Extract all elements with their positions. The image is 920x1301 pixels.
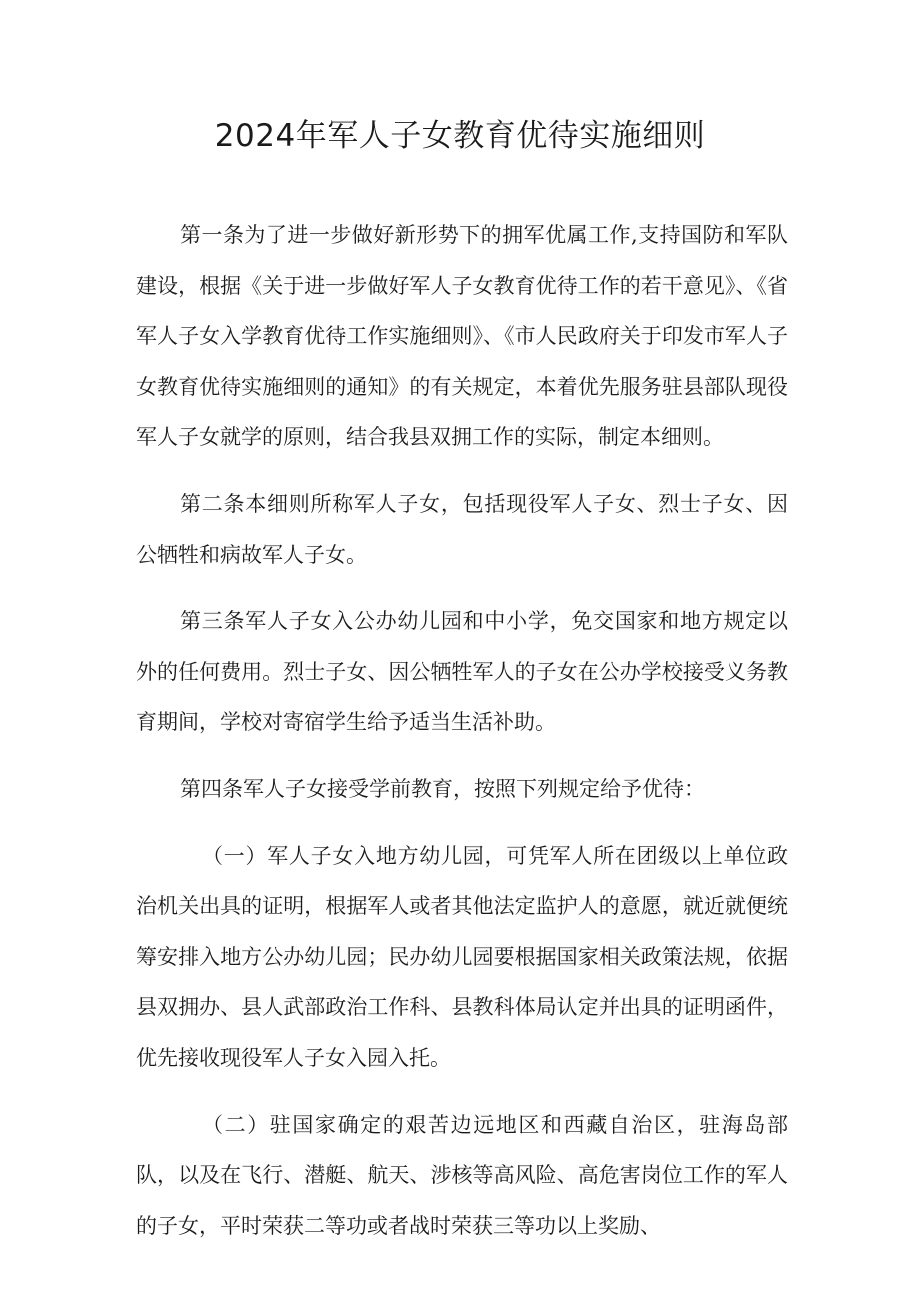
article-2-paragraph: 第二条本细则所称军人子女，包括现役军人子女、烈士子女、因公牺牲和病故军人子女。 — [136, 491, 788, 567]
document-body — [136, 210, 788, 1267]
article-4-item-1-paragraph: （一）军人子女入地方幼儿园，可凭军人所在团级以上单位政治机关出具的证明，根据军人或者其他法定监护人的意愿，就近就便统筹安排入地方公办幼儿园；民办幼儿园要根据国家相关政策法规，依据县双拥办、县人武部政治工作科、县教科体局认定并出具的证明函件，优先接收现役军人子女入园入托。 — [136, 843, 788, 1070]
article-4-paragraph: 第四条军人子女接受学前教育，按照下列规定给予优待： — [180, 776, 705, 801]
document-title: 2024年军人子女教育优待实施细则 — [214, 118, 706, 154]
article-4-item-2-paragraph: （二）驻国家确定的艰苦边远地区和西藏自治区，驻海岛部队，以及在飞行、潜艇、航天、涉核等高风险、高危害岗位工作的军人的子女，平时荣获二等功或者战时荣获三等功以上奖励、 — [136, 1112, 788, 1238]
article-3-paragraph: 第三条军人子女入公办幼儿园和中小学，免交国家和地方规定以外的任何费用。烈士子女、因公牺牲军人的子女在公办学校接受义务教育期间，学校对寄宿学生给予适当生活补助。 — [136, 609, 788, 735]
article-1-paragraph: 第一条为了进一步做好新形势下的拥军优属工作,支持国防和军队建设，根据《关于进一步做好军人子女教育优待工作的若干意见》、《省军人子女入学教育优待工作实施细则》、《市人民政府关于印发市军人子女教育优待实施细则的通知》的有关规定，本着优先服务驻县部队现役军人子女就学的原则，结合我县双拥工作的实际，制定本细则。 — [136, 223, 788, 450]
